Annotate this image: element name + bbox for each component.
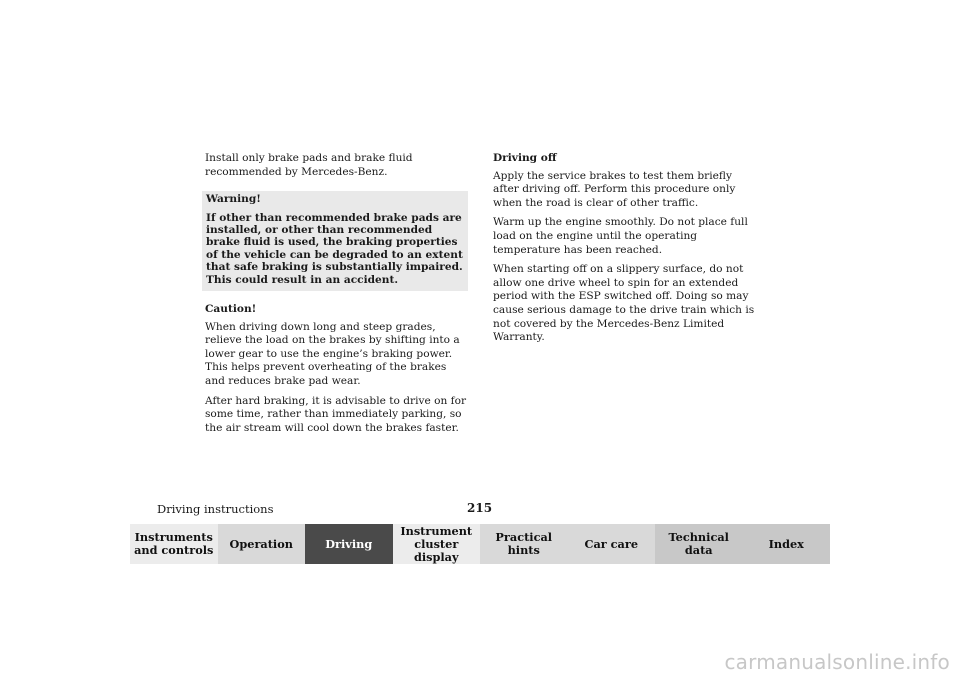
tab-label-line2: data	[684, 543, 713, 557]
tab-index[interactable]	[743, 524, 831, 564]
tab-instruments-and-controls[interactable]	[130, 524, 218, 564]
tab-operation[interactable]	[218, 524, 306, 564]
right-column	[493, 152, 761, 351]
tab-label-line1: Instruments	[134, 530, 213, 544]
section-title: Driving instructions	[157, 502, 274, 516]
driving-off-paragraph-1: Apply the service brakes to test them briefly after driving off. Perform this procedure only when the road is clear of other traffic.	[493, 169, 736, 209]
tab-car-care[interactable]	[568, 524, 656, 564]
tab-label-line2: and controls	[134, 543, 214, 557]
tab-label: Car care	[584, 536, 639, 551]
watermark: carmanualsonline.info	[724, 650, 950, 674]
chapter-nav-bar	[130, 524, 830, 564]
tab-label: Operation	[229, 536, 293, 551]
warning-title: Warning!	[206, 193, 261, 206]
left-column	[205, 152, 467, 441]
driving-off-paragraph-3: When starting off on a slippery surface, do not allow one drive wheel to spin for an extended period with the ESP switched off. Doing so may cause serious damage to the drive train which is not covered by the Mercedes-Benz Limited Warranty.	[493, 263, 755, 344]
tab-label-line2: cluster display	[413, 536, 459, 564]
driving-off-paragraph-2: Warm up the engine smoothly. Do not place full load on the engine until the operating temperature has been reached.	[493, 216, 748, 256]
warning-box	[202, 191, 468, 291]
tab-driving[interactable]	[305, 524, 393, 564]
driving-off-heading: Driving off	[493, 152, 557, 164]
tab-label-line1: Instrument	[400, 523, 473, 538]
caution-paragraph: When driving down long and steep grades, relieve the load on the brakes by shifting into a lower gear to use the engine’s braking power. This helps prevent overheating of the brakes and reduces brake pad wear.	[205, 320, 460, 387]
caution-title: Caution!	[205, 303, 257, 316]
tab-label: Index	[768, 536, 804, 551]
tab-instrument-cluster-display[interactable]	[393, 524, 481, 564]
tab-practical-hints[interactable]	[480, 524, 568, 564]
intro-paragraph: Install only brake pads and brake fluid recommended by Mercedes-Benz.	[205, 152, 413, 178]
warning-text: If other than recommended brake pads are installed, or other than recommended brake fluid is used, the braking properties of the vehicle can be degraded to an extent that safe braking is substantially impaired. This could result in an accident.	[206, 211, 463, 286]
after-braking-paragraph: After hard braking, it is advisable to drive on for some time, rather than immediately parking, so the air stream will cool down the brakes faster.	[205, 394, 467, 434]
tab-label-line1: Technical	[668, 530, 729, 544]
tab-label: Practical hints	[495, 530, 553, 557]
tab-label: Driving	[325, 536, 373, 551]
page-number: 215	[467, 501, 493, 515]
tab-technical-data[interactable]	[655, 524, 743, 564]
